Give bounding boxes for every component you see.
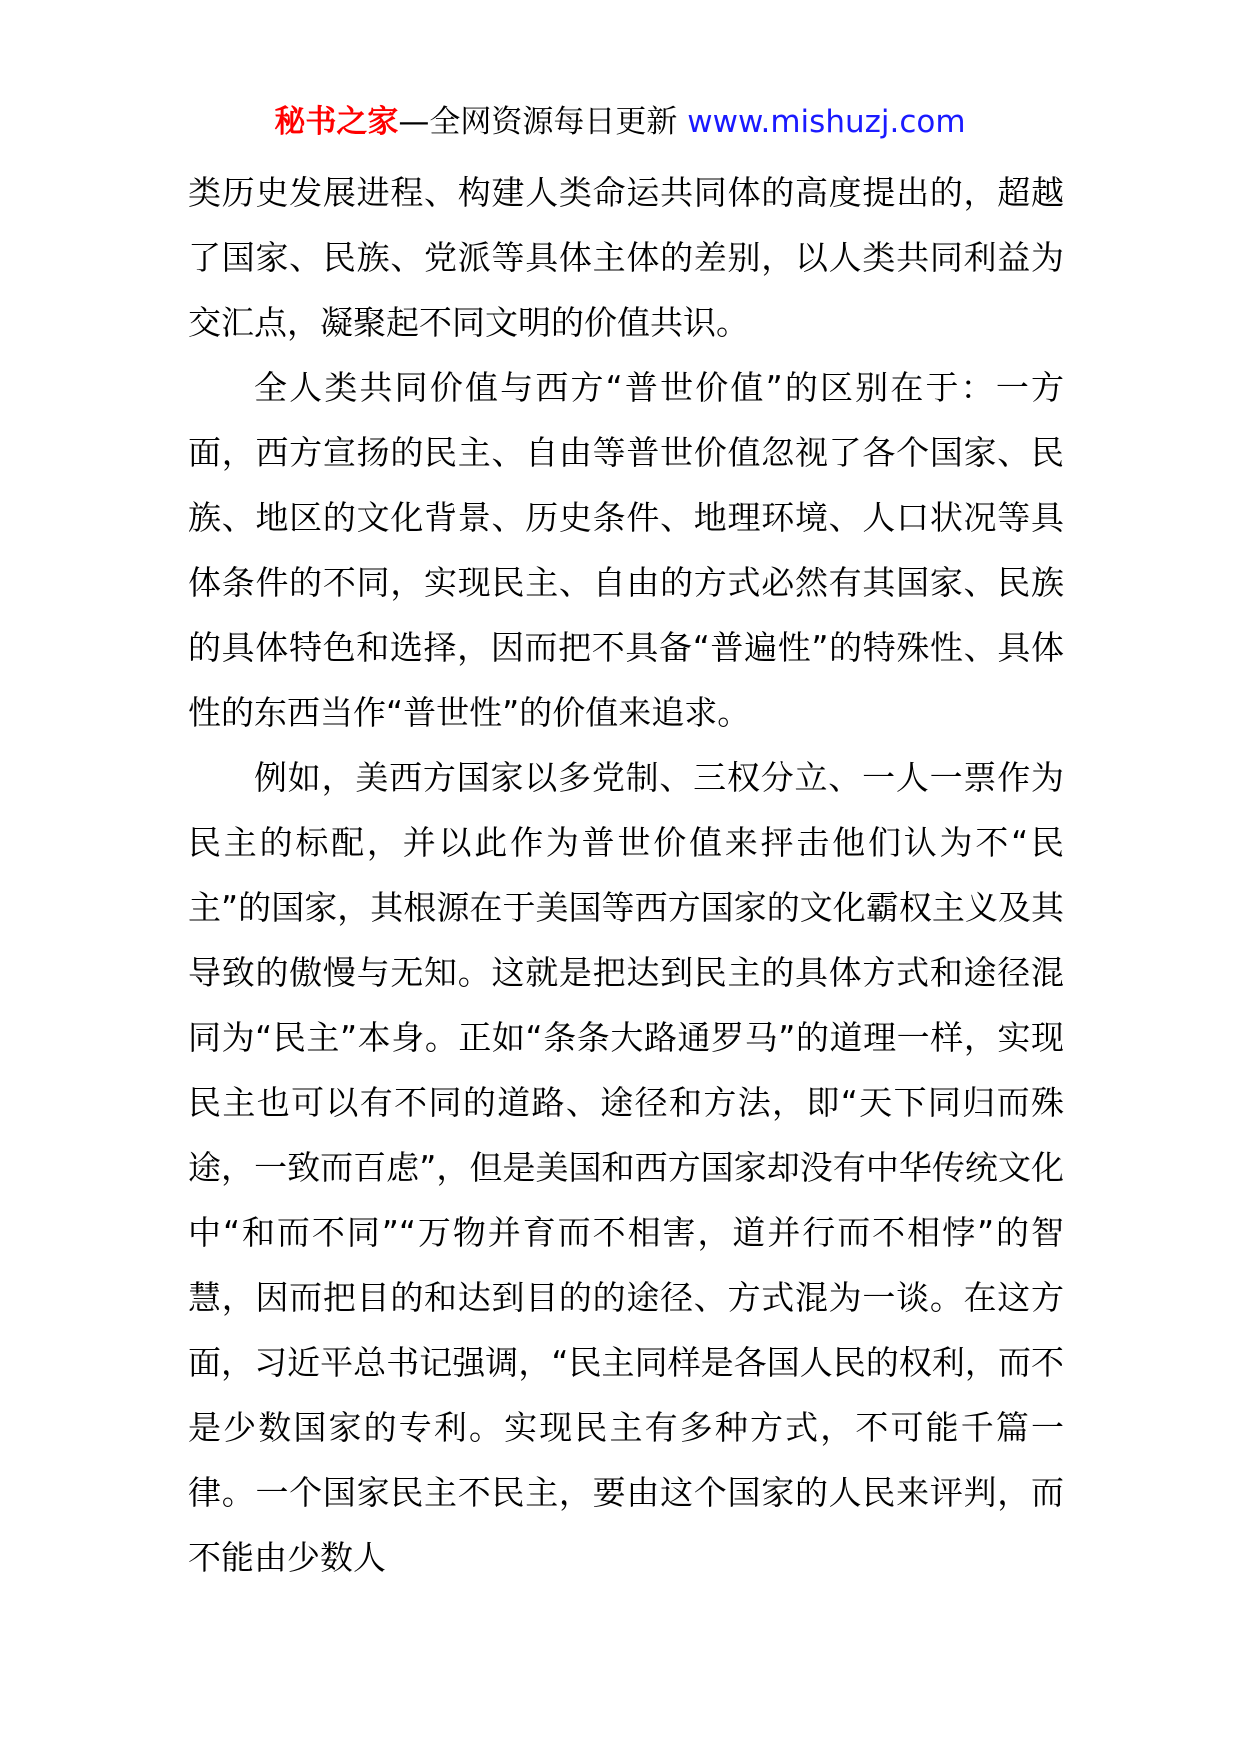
paragraph-example: 例如，美西方国家以多党制、三权分立、一人一票作为民主的标配，并以此作为普世价值来抨击他们认为不“民主”的国家，其根源在于美国等西方国家的文化霸权主义及其导致的傲慢与无知。这就是把达到民主的具体方式和途径混同为“民主”本身。正如“条条大路通罗马”的道理一样，实现民主也可以有不同的道路、途径和方法，即“天下同归而殊途，一致而百虑”，但是美国和西方国家却没有中华传统文化中“和而不同”“万物并育而不相害，道并行而不相悖”的智慧，因而把目的和达到目的的途径、方式混为一谈。在这方面，习近平总书记强调，“民主同样是各国人民的权利，而不是少数国家的专利。实现民主有多种方式，不可能千篇一律。一个国家民主不民主，要由这个国家的人民来评判，而不能由少数人 (188, 758, 1064, 1577)
document-body (188, 160, 1064, 1590)
paragraph-values-distinction: 全人类共同价值与西方“普世价值”的区别在于：一方面，西方宣扬的民主、自由等普世价值忽视了各个国家、民族、地区的文化背景、历史条件、地理环境、人口状况等具体条件的不同，实现民主、自由的方式必然有其国家、民族的具体特色和选择，因而把不具备“普遍性”的特殊性、具体性的东西当作“普世性”的价值来追求。 (188, 368, 1064, 732)
brand-name: 秘书之家 (274, 104, 399, 140)
paragraph-continuation: 类历史发展进程、构建人类命运共同体的高度提出的，超越了国家、民族、党派等具体主体的差别，以人类共同利益为交汇点，凝聚起不同文明的价值共识。 (188, 173, 1064, 342)
site-header (0, 100, 1240, 144)
site-url-link[interactable]: www.mishuzj.com (687, 104, 966, 140)
header-slogan: —全网资源每日更新 (398, 104, 688, 140)
